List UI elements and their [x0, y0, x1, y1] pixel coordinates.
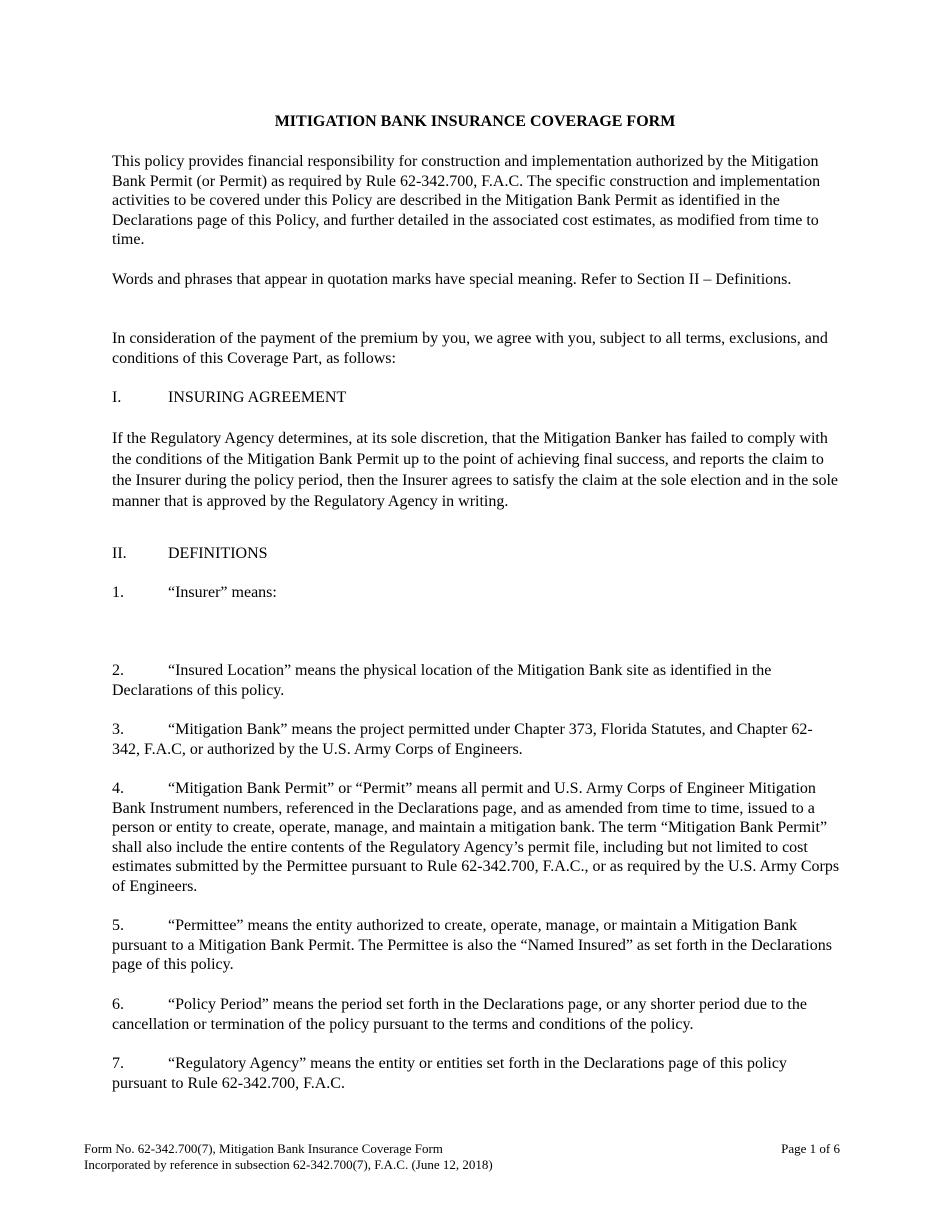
document-title: MITIGATION BANK INSURANCE COVERAGE FORM — [274, 113, 676, 130]
definition-4 — [112, 779, 840, 897]
definition-4-text: “Mitigation Bank Permit” or “Permit” means all permit and U.S. Army Corps of Engineer Mitigation Bank Instrument numbers, referenced in the Declarations page, and as amended from time to time, issued to a person or entity to create, operate, manage, and maintain a mitigation bank. The term “Mitigation Bank Permit” shall also include the entire contents of the Regulatory Agency’s permit file, including but not limited to cost estimates submitted by the Permittee pursuant to Rule 62-342.700, F.A.C., or as required by the U.S. Army Corps of Engineers. — [112, 780, 840, 895]
section-2-heading — [112, 544, 840, 564]
intro-paragraph-3: In consideration of the payment of the premium by you, we agree with you, subject to all terms, exclusions, and conditions of this Coverage Part, as follows: — [112, 330, 828, 367]
definition-5-number: 5. — [112, 917, 124, 934]
section-1-text: If the Regulatory Agency determines, at its sole discretion, that the Mitigation Banker has failed to comply with the conditions of the Mitigation Bank Permit up to the point of achieving final success, and reports the claim to the Insurer during the policy period, then the Insurer agrees to satisfy the claim at the sole election and in the sole manner that is approved by the Regulatory Agency in writing. — [112, 430, 838, 510]
definition-3-number: 3. — [112, 721, 124, 738]
definition-6-text: “Policy Period” means the period set forth in the Declarations page, or any shorter period due to the cancellation or termination of the policy pursuant to the terms and conditions of the policy. — [112, 996, 807, 1033]
intro-paragraph-1: This policy provides financial responsibility for construction and implementation authorized by the Mitigation Bank Permit (or Permit) as required by Rule 62-342.700, F.A.C. The specific construction and implementation activities to be covered under this Policy are described in the Mitigation Bank Permit as identified in the Declarations page of this Policy, and further detailed in the associated cost estimates, as modified from time to time. — [112, 153, 821, 249]
definition-1-number: 1. — [112, 584, 124, 601]
footer-incorporation: Incorporated by reference in subsection 62-342.700(7), F.A.C. (June 12, 2018) — [84, 1157, 493, 1172]
footer-form-info — [84, 1141, 684, 1173]
page-number: Page 1 of 6 — [781, 1141, 840, 1156]
section-2-title: DEFINITIONS — [168, 545, 268, 562]
definition-7-number: 7. — [112, 1055, 124, 1072]
definition-2 — [112, 661, 840, 700]
intro-paragraph-2: Words and phrases that appear in quotation marks have special meaning. Refer to Section II – Definitions. — [112, 271, 792, 288]
definition-5-text: “Permittee” means the entity authorized to create, operate, manage, or maintain a Mitigation Bank pursuant to a Mitigation Bank Permit. The Permittee is also the “Named Insured” as set forth in the Declarations page of this policy. — [112, 917, 832, 974]
footer-form-number: Form No. 62-342.700(7), Mitigation Bank Insurance Coverage Form — [84, 1141, 443, 1156]
definition-1 — [112, 583, 840, 603]
definition-5 — [112, 916, 840, 975]
definition-3 — [112, 720, 840, 759]
definition-7 — [112, 1054, 840, 1093]
definition-6 — [112, 995, 840, 1034]
definition-2-number: 2. — [112, 662, 124, 679]
definition-1-text: “Insurer” means: — [168, 584, 277, 601]
definition-7-text: “Regulatory Agency” means the entity or entities set forth in the Declarations page of this policy pursuant to Rule 62-342.700, F.A.C. — [112, 1055, 787, 1092]
definition-2-text: “Insured Location” means the physical location of the Mitigation Bank site as identified in the Declarations of this policy. — [112, 662, 772, 699]
section-2-number: II. — [112, 545, 127, 562]
section-1-number: I. — [112, 389, 122, 406]
section-1-heading — [112, 388, 840, 408]
definition-3-text: “Mitigation Bank” means the project permitted under Chapter 373, Florida Statutes, and Chapter 62-342, F.A.C, or authorized by the U.S. Army Corps of Engineers. — [112, 721, 813, 758]
definition-4-number: 4. — [112, 780, 124, 797]
definition-6-number: 6. — [112, 996, 124, 1013]
section-1-title: INSURING AGREEMENT — [168, 389, 347, 406]
